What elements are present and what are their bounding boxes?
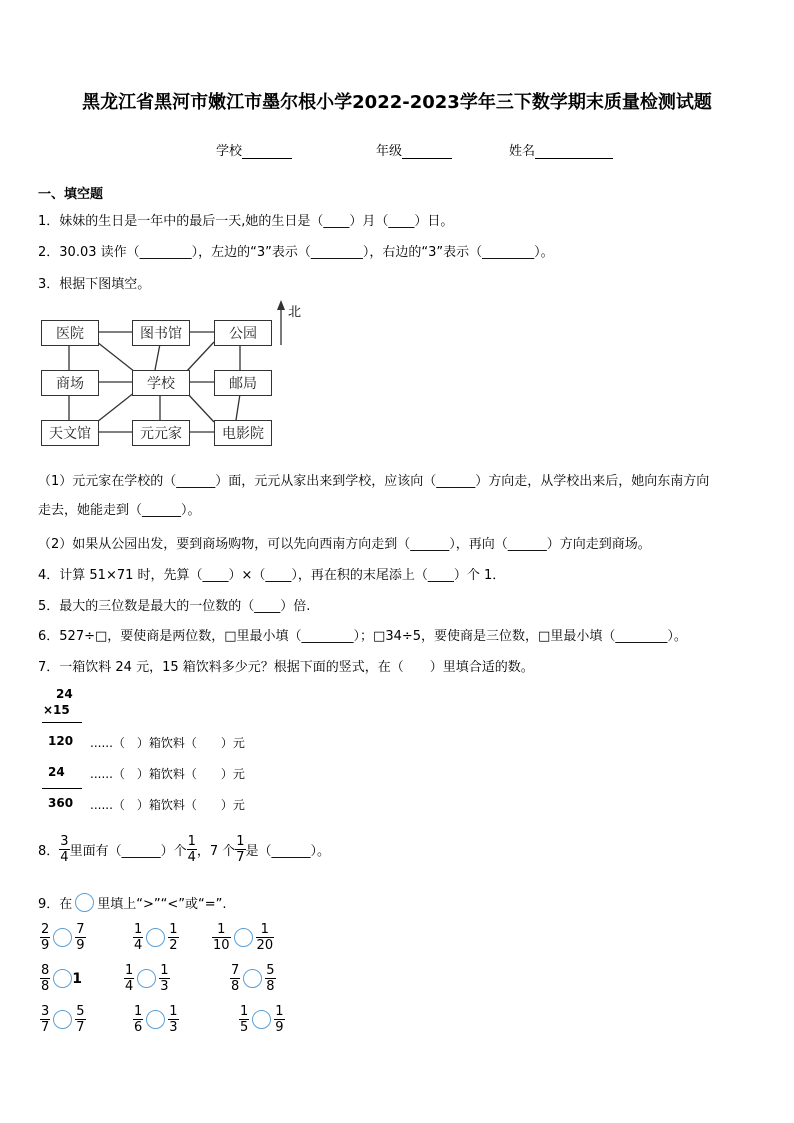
question-2: 2．30.03 读作（________），左边的“3”表示（________），右边的“3”表示（________）。 [38, 245, 554, 260]
map-park: 公园 [214, 320, 272, 346]
question-7: 7．一箱饮料 24 元，15 箱饮料多少元？根据下面的竖式，在（ ）里填合适的数。 [38, 660, 534, 675]
vertical-note-1: ......（ ）箱饮料（ ）元 [90, 736, 245, 750]
comparison-8: $\frac{1}{6}$ $\frac{1}{3}$ [134, 1004, 178, 1035]
fraction-1-4: $\frac{1}{4}$ [187, 834, 196, 865]
fraction-3-4: $\frac{3}{4}$ [60, 834, 69, 865]
compare-circle[interactable] [137, 969, 156, 988]
compare-circle[interactable] [234, 928, 253, 947]
question-9 [38, 893, 227, 912]
school-label: 学校 [216, 144, 243, 159]
q8-prefix: 8． [38, 844, 60, 859]
comparison-2: $\frac{1}{4}$ $\frac{1}{2}$ [134, 922, 178, 953]
map-school: 学校 [132, 370, 190, 396]
comparison-5: $\frac{1}{4}$ $\frac{1}{3}$ [125, 963, 169, 994]
comparison-6: $\frac{7}{8}$ $\frac{5}{8}$ [231, 963, 275, 994]
q8-text-2: ，7 个 [196, 844, 236, 859]
vertical-rule-2 [42, 788, 82, 789]
question-3: 3．根据下图填空。 [38, 277, 151, 292]
q8-text-3: 是（______）。 [245, 844, 331, 859]
answer-circle-icon [75, 893, 94, 912]
vertical-partial-2: 24 [48, 765, 65, 779]
question-1: 1．妹妹的生日是一年中的最后一天,她的生日是（____）月（____）日。 [38, 214, 454, 229]
compare-circle[interactable] [243, 969, 262, 988]
map-observatory: 天文馆 [41, 420, 99, 446]
q8-text-1: 里面有（______）个 [69, 844, 187, 859]
vertical-note-2: ......（ ）箱饮料（ ）元 [90, 767, 245, 781]
map-hospital: 医院 [41, 320, 99, 346]
question-8 [38, 834, 330, 865]
grade-label: 年级 [376, 144, 403, 159]
comparison-1: $\frac{2}{9}$ $\frac{7}{9}$ [41, 922, 85, 953]
section-heading: 一、填空题 [38, 187, 104, 202]
question-3-2: （2）如果从公园出发，要到商场购物，可以先向西南方向走到（______），再向（______）方向走到商场。 [38, 537, 651, 552]
map-mall: 商场 [41, 370, 99, 396]
map-home: 元元家 [132, 420, 190, 446]
comparison-7: $\frac{3}{7}$ $\frac{5}{7}$ [41, 1004, 85, 1035]
vertical-note-3: ......（ ）箱饮料（ ）元 [90, 798, 245, 812]
map-library: 图书馆 [132, 320, 190, 346]
compare-circle[interactable] [53, 1010, 72, 1029]
page-title: 黑龙江省黑河市嫩江市墨尔根小学2022-2023学年三下数学期末质量检测试题 [82, 92, 712, 113]
compare-circle[interactable] [146, 1010, 165, 1029]
question-4: 4．计算 51×71 时，先算（____）×（____），再在积的末尾添上（____）个 1． [38, 568, 506, 583]
comparison-4: $\frac{8}{8}$ 1 [41, 963, 83, 994]
vertical-multiplier: ×15 [43, 703, 70, 717]
vertical-partial-1: 120 [48, 734, 74, 748]
map-post-office: 邮局 [214, 370, 272, 396]
name-label: 姓名 [509, 144, 536, 159]
fraction-1-7: $\frac{1}{7}$ [236, 834, 245, 865]
question-3-1-line1: （1）元元家在学校的（______）面，元元从家出来到学校，应该向（______）方向走，从学校出来后，她向东南方向 [38, 474, 710, 489]
question-5: 5．最大的三位数是最大的一位数的（____）倍. [38, 599, 311, 614]
compare-circle[interactable] [53, 969, 72, 988]
q9-suffix: 里填上“>”“<”或“=”. [97, 897, 227, 912]
north-label: 北 [288, 305, 302, 320]
comparison-9: $\frac{1}{5}$ $\frac{1}{9}$ [240, 1004, 284, 1035]
question-6: 6．527÷□，要使商是两位数，□里最小填（________）；□34÷5，要使商是三位数，□里最小填（________）。 [38, 629, 687, 644]
vertical-rule-1 [42, 722, 82, 723]
compare-circle[interactable] [146, 928, 165, 947]
map-cinema: 电影院 [214, 420, 272, 446]
compare-circle[interactable] [53, 928, 72, 947]
comparison-3: $\frac{1}{10}$ $\frac{1}{20}$ [213, 922, 274, 953]
compare-circle[interactable] [252, 1010, 271, 1029]
vertical-top-number: 24 [56, 687, 73, 701]
q9-prefix: 9．在 [38, 897, 73, 912]
question-3-1-line2: 走去，她能走到（______）。 [38, 503, 201, 518]
vertical-product: 360 [48, 796, 74, 810]
